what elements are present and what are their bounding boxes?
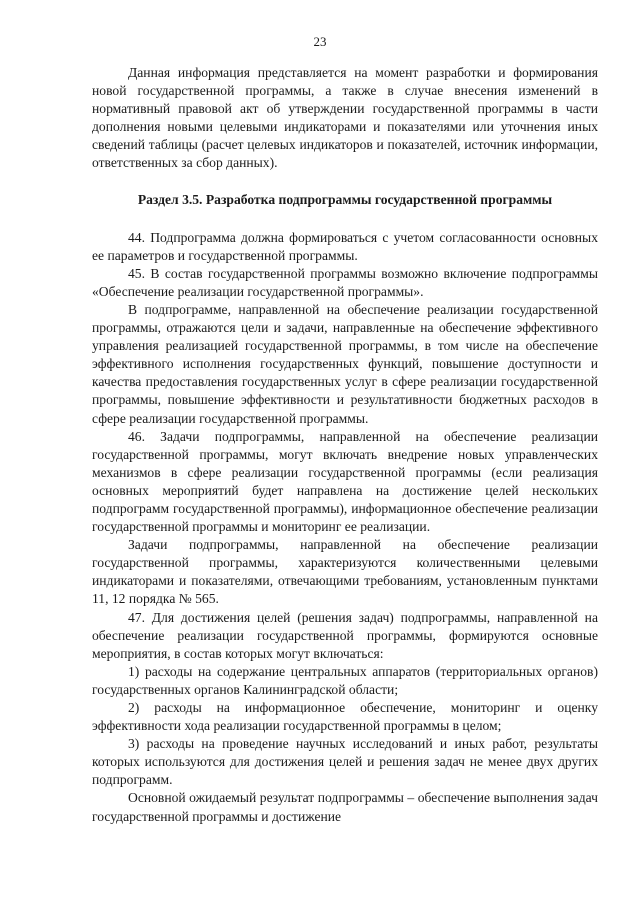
- paragraph-47: 47. Для достижения целей (решения задач) подпрограммы, направленной на обеспечение реализации государственной программы, формируются основные мероприятия, в состав которых могут включаться:: [92, 609, 598, 661]
- paragraph-46: 46. Задачи подпрограммы, направленной на обеспечение реализации государственной программы, могут включать внедрение новых управленческих механизмов в сфере реализации государственной программы (если реализация основных мероприятий будет направлена на достижение целей нескольких подпрограмм государственной программы), информационное обеспечение реализации государственной программы и мониторинг ее реализации.: [92, 428, 598, 535]
- paragraph-46-indicators: Задачи подпрограммы, направленной на обеспечение реализации государственной программы, характеризуются количественными целевыми индикаторами и показателями, отвечающими требованиям, установленным пунктами 11, 12 порядка № 565.: [92, 537, 598, 607]
- list-item-2: 2) расходы на информационное обеспечение, мониторинг и оценку эффективности хода реализации государственной программы в целом;: [92, 700, 598, 734]
- paragraph-45: 45. В состав государственной программы возможно включение подпрограммы «Обеспечение реализации государственной программы».: [92, 265, 598, 299]
- document-body: [92, 64, 598, 826]
- expected-result-paragraph: Основной ожидаемый результат подпрограммы – обеспечение выполнения задач государственной программы и достижение: [92, 790, 598, 824]
- intro-paragraph: Данная информация представляется на момент разработки и формирования новой государственной программы, а также в случае внесения изменений в нормативный правовой акт об утверждении государственной программы в части дополнения новыми целевыми индикаторами и показателями или уточнения иных сведений таблицы (расчет целевых индикаторов и показателей, источник информации, ответственных за сбор данных).: [92, 65, 598, 171]
- list-item-1: 1) расходы на содержание центральных аппаратов (территориальных органов) государственных органов Калининградской области;: [92, 663, 598, 697]
- paragraph-45-subprogram-goals: В подпрограмме, направленной на обеспечение реализации государственной программы, отражаются цели и задачи, направленные на обеспечение эффективного управления реализацией государственной программы, в том числе на обеспечение эффективного исполнения государственных функций, повышение доступности и качества предоставления государственных услуг в сфере реализации государственной программы, повышение эффективности и результативности бюджетных расходов в сфере реализации государственной программы.: [92, 301, 598, 426]
- paragraph-44: 44. Подпрограмма должна формироваться с учетом согласованности основных ее параметров и государственной программы.: [92, 229, 598, 263]
- section-heading: Раздел 3.5. Разработка подпрограммы государственной программы: [137, 191, 553, 207]
- page-number: 23: [313, 34, 327, 49]
- list-item-3: 3) расходы на проведение научных исследований и иных работ, результаты которых используются для достижения целей и решения задач не менее двух других подпрограмм.: [92, 736, 598, 788]
